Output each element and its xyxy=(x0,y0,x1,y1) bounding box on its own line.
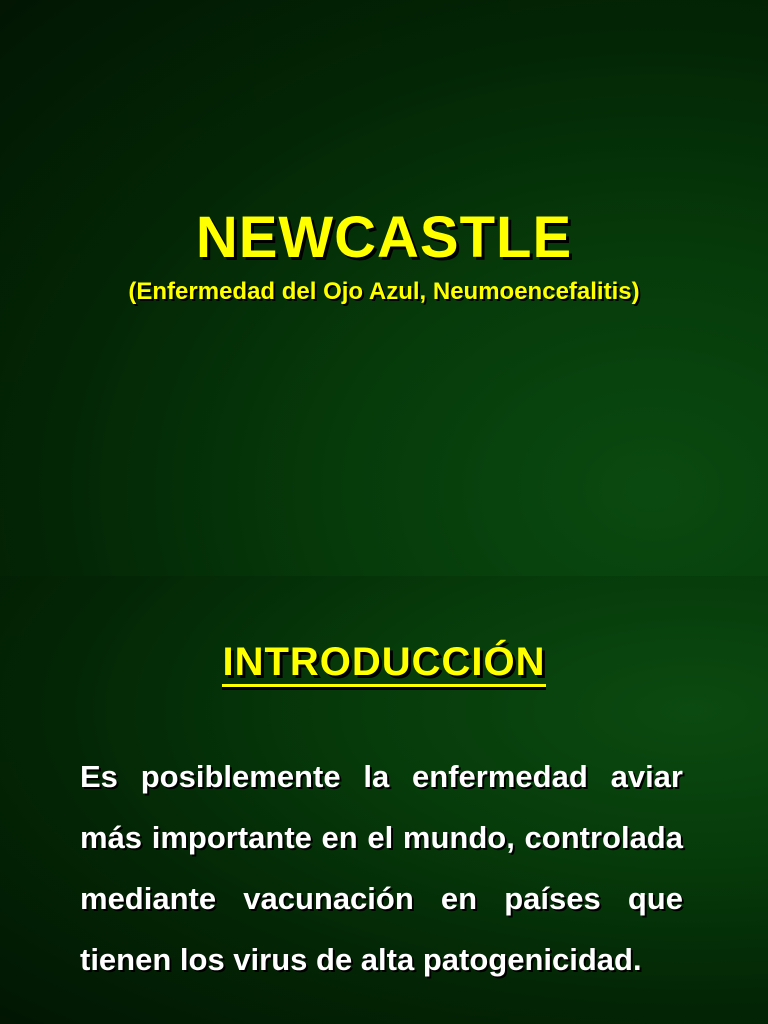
section-heading-text: INTRODUCCIÓN xyxy=(222,640,545,687)
body-paragraph: Es posiblemente la enfermedad aviar más importante en el mundo, controlada mediante vacunación en países que tienen los virus de alta patogenicidad. xyxy=(80,759,683,977)
section-heading xyxy=(0,640,768,685)
slide-subtitle: (Enfermedad del Ojo Azul, Neumoencefalitis) xyxy=(128,278,640,305)
slide-title: NEWCASTLE xyxy=(195,205,573,270)
slide-2 xyxy=(0,576,768,1024)
